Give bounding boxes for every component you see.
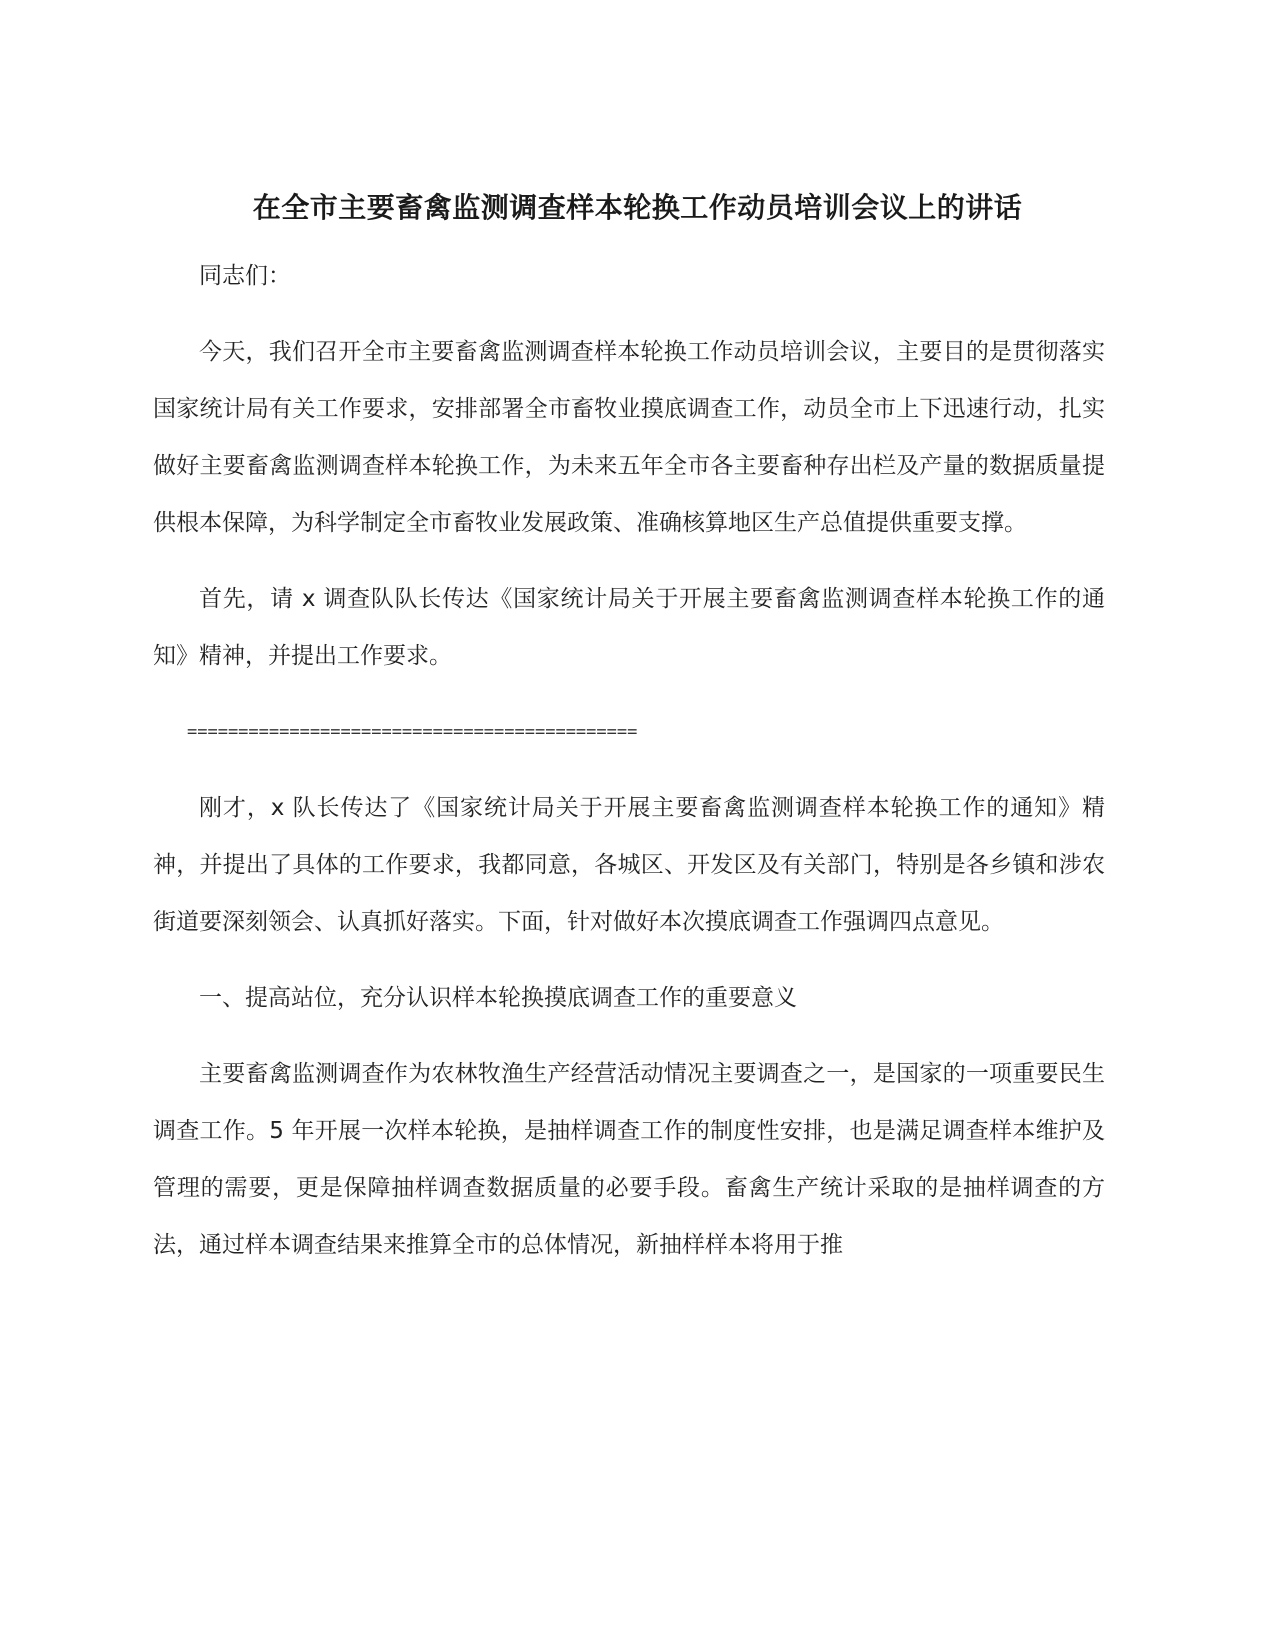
separator-line: ============================================ — [187, 722, 638, 742]
section-heading-one: 一、提高站位，充分认识样本轮换摸底调查工作的重要意义 — [199, 985, 797, 1011]
paragraph-response: 刚才，x 队长传达了《国家统计局关于开展主要畜禽监测调查样本轮换工作的通知》精神，并提出了具体的工作要求，我都同意，各城区、开发区及有关部门，特别是各乡镇和涉农街道要深刻领会、认真抓好落实。下面，针对做好本次摸底调查工作强调四点意见。 — [153, 795, 1105, 935]
document-title: 在全市主要畜禽监测调查样本轮换工作动员培训会议上的讲话 — [252, 191, 1023, 224]
salutation: 同志们： — [199, 263, 291, 289]
paragraph-intro: 今天，我们召开全市主要畜禽监测调查样本轮换工作动员培训会议，主要目的是贯彻落实国家统计局有关工作要求，安排部署全市畜牧业摸底调查工作，动员全市上下迅速行动，扎实做好主要畜禽监测调查样本轮换工作，为未来五年全市各主要畜种存出栏及产量的数据质量提供根本保障，为科学制定全市畜牧业发展政策、准确核算地区生产总值提供重要支撑。 — [153, 339, 1105, 536]
paragraph-section-one: 主要畜禽监测调查作为农林牧渔生产经营活动情况主要调查之一，是国家的一项重要民生调查工作。5 年开展一次样本轮换，是抽样调查工作的制度性安排，也是满足调查样本维护及管理的需要，更是保障抽样调查数据质量的必要手段。畜禽生产统计采取的是抽样调查的方法，通过样本调查结果来推算全市的总体情况，新抽样样本将用于推 — [153, 1061, 1105, 1258]
document-body — [153, 248, 1105, 1293]
paragraph-first: 首先，请 x 调查队队长传达《国家统计局关于开展主要畜禽监测调查样本轮换工作的通知》精神，并提出工作要求。 — [153, 586, 1105, 669]
